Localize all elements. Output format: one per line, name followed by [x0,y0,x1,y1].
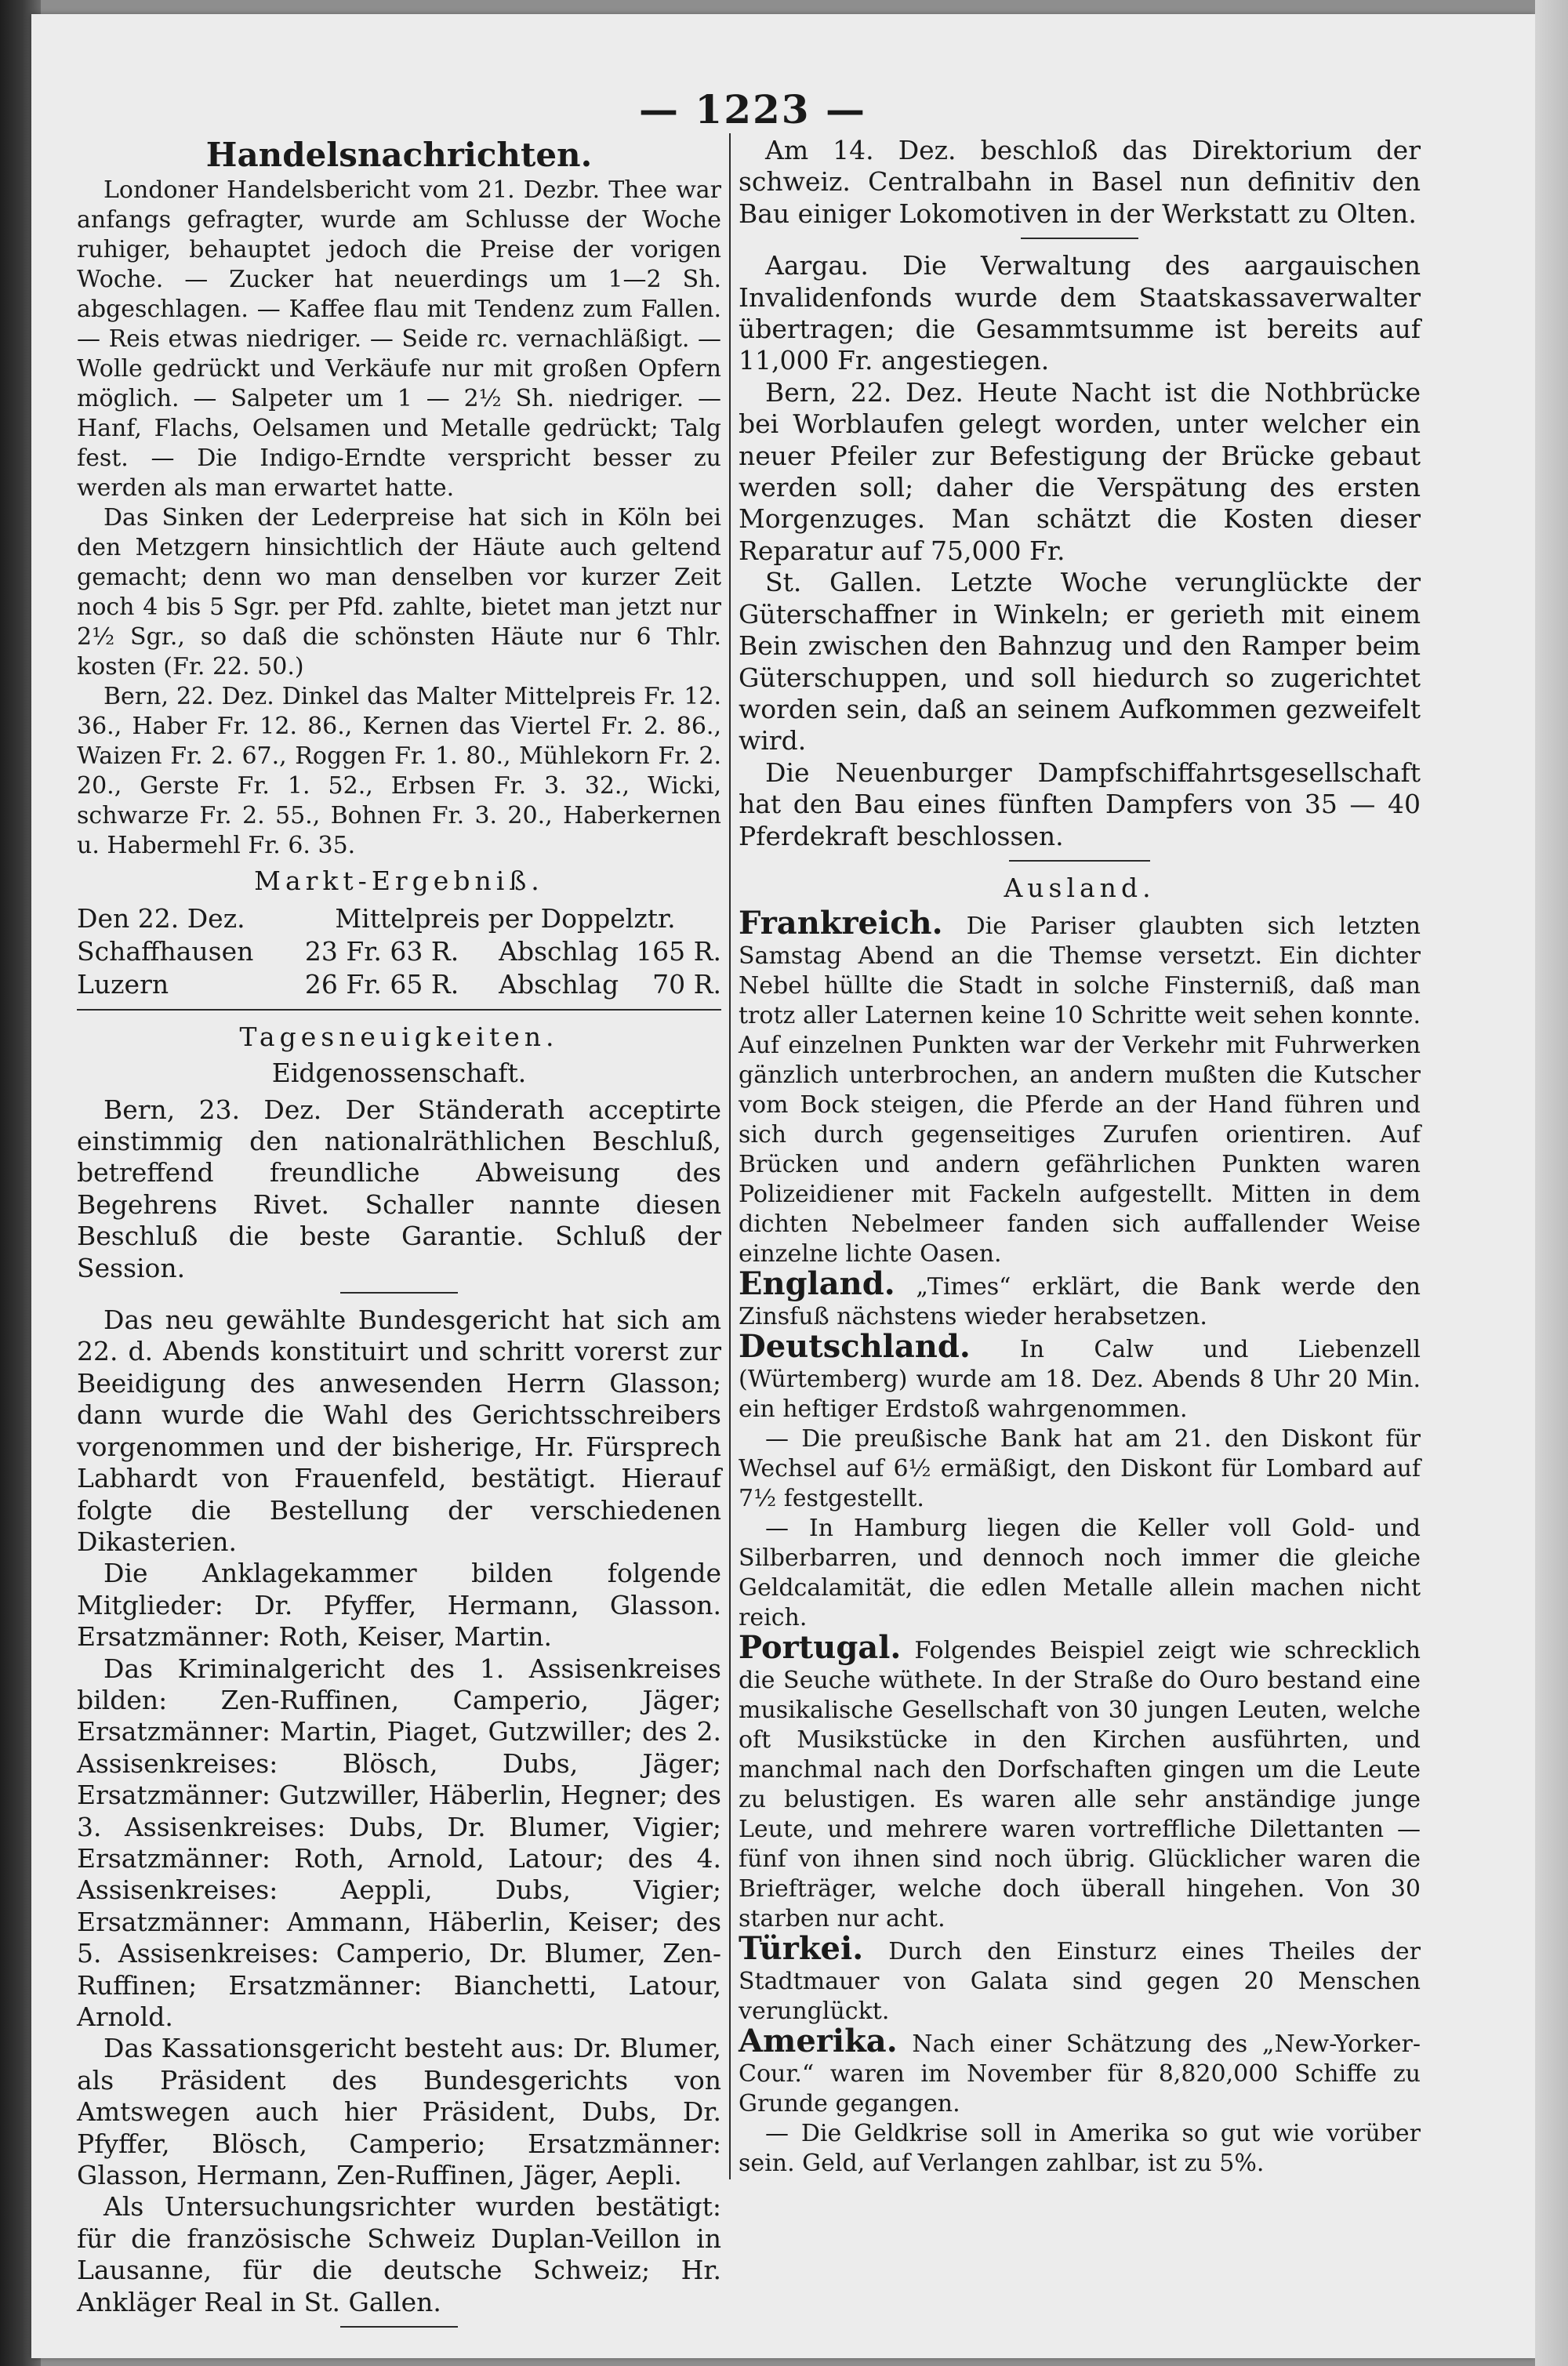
cantonal-paragraph: Die Neuenburger Dampfschiffahrtsgesellschaft hat den Bau eines fünften Dampfers von 35 — 40 Pferdekraft beschlossen. [739,757,1421,851]
market-place: Schaffhausen [77,935,254,967]
page-right-edge [1535,0,1568,2366]
deutschland-extra: — In Hamburg liegen die Keller voll Gold- und Silberbarren, und dennoch noch immer die gleiche Geldcalamität, die edlen Metalle allein machen nicht reich. [739,1515,1421,1632]
country-name: Deutschland. [739,1328,971,1366]
section-rule [1021,238,1138,239]
market-place: Luzern [77,968,169,1000]
left-column [77,135,721,2339]
handels-paragraph: Das Sinken der Lederpreise hat sich in Köln bei den Metzgern hinsichtlich der Häute auch geltend gemacht; denn wo man denselben vor kurzer Zeit noch 4 bis 5 Sgr. per Pfd. zahlte, bietet man jetzt nur 2½ Sgr., so daß die schönsten Häute nur 6 Thlr. kosten (Fr. 22. 50.) [77,504,721,681]
section-rule [340,1292,458,1294]
eidg-paragraph: Das Kriminalgericht des 1. Assisenkreises bilden: Zen-Ruffinen, Camperio, Jäger; Ersatzmänner: Martin, Piaget, Gutzwiller; des 2. Assisenkreises: Blösch, Dubs, Jäger; Ersatzmänner: Gutzwiller, Häberlin, Hegner; des 3. Assisenkreises: Dubs, Dr. Blumer, Vigier; Ersatzmänner: Roth, Arnold, Latour; des 4. Assisenkreises: Aeppli, Dubs, Vigier; Ersatzmänner: Ammann, Häberlin, Keiser; des 5. Assisenkreises: Camperio, Dr. Blumer, Zen-Ruffinen; Ersatzmänner: Bianchetti, Latour, Arnold. [77,1653,721,2032]
deutschland-extra: — Die preußische Bank hat am 21. den Diskont für Wechsel auf 6½ ermäßigt, den Diskont für Lombard auf 7½ festgestellt. [739,1425,1421,1513]
market-header-row [77,902,721,935]
eidg-paragraph: Als Untersuchungsrichter wurden bestätigt: für die französische Schweiz Duplan-Veillon in Lausanne, für die deutsche Schweiz; Hr. Ankläger Real in St. Gallen. [77,2191,721,2317]
market-value: 165 R. [636,935,721,967]
right-column [739,135,1421,2179]
market-value: 70 R. [652,968,721,1000]
country-text: Nach einer Schätzung des „New-Yorker-Cour.“ waren im November für 8,820,000 Schiffe zu Grunde gegangen. [739,2030,1421,2118]
country-text: In Calw und Liebenzell (Würtemberg) wurde am 18. Dez. Abends 8 Uhr 20 Min. ein heftiger Erdstoß wahrgenommen. [739,1336,1421,1424]
tages-title: Tagesneuigkeiten. [239,1021,559,1052]
cantonal-paragraph: St. Gallen. Letzte Woche verunglückte der Güterschaffner in Winkeln; er gerieth mit einem Bein zwischen den Bahnzug und den Ramper beim Güterschuppen, und soll hiedurch so zugerichtet worden sein, daß an seinem Aufkommen gezweifelt wird. [739,567,1421,757]
country-entry [739,2023,1421,2119]
country-entry [739,1629,1421,1934]
market-rule [77,1009,721,1011]
country-name: England. [739,1265,895,1303]
country-name: Portugal. [739,1629,902,1667]
ausland-title: Ausland. [1004,872,1156,903]
country-entry [739,1930,1421,2027]
country-name: Frankreich. [739,905,943,942]
country-text: Die Pariser glaubten sich letzten Samstag Abend an die Themse versetzt. Ein dichter Nebel hüllte die Stadt in solche Finsterniß, daß man trotz aller Laternen keine 10 Schritte weit sehen konnte. Auf einzelnen Punkten war der Verkehr mit Fuhrwerken gänzlich unterbrochen, an andern mußten die Kutscher vom Bock steigen, die Pferde an der Hand führen und sich durch gegenseitiges Zurufen orientiren. Auf Brücken und andern gefährlichen Punkten waren Polizeidiener mit Fackeln aufgestellt. Mitten in dem dichten Nebelmeer fanden sich auffallender Weise einzelne lichte Oasen. [739,913,1421,1268]
section-rule [1009,860,1150,862]
market-price: 23 Fr. 63 R. [304,935,459,967]
end-rule [340,2326,458,2328]
cantonal-paragraph: Bern, 22. Dez. Heute Nacht ist die Nothbrücke bei Worblaufen gelegt worden, unter welcher ein neuer Pfeiler zur Befestigung der Brücke gebaut werden soll; daher die Verspätung des ersten Morgenzuges. Man schätzt die Kosten dieser Reparatur auf 75,000 Fr. [739,376,1421,566]
handels-title: Handelsnachrichten. [205,136,593,174]
eidg-paragraph: Das Kassationsgericht besteht aus: Dr. Blumer, als Präsident des Bundesgerichts von Amtswegen auch hier Präsident, Dubs, Dr. Pfyffer, Blösch, Camperio; Ersatzmänner: Glasson, Hermann, Zen-Ruffinen, Jäger, Aepli. [77,2033,721,2191]
country-name: Amerika. [739,2023,898,2060]
country-name: Türkei. [739,1930,864,1968]
cantonal-paragraph: Aargau. Die Verwaltung des aargauischen Invalidenfonds wurde dem Staatskassaverwalter übertragen; die Gesammtsumme ist bereits auf 11,000 Fr. angestiegen. [739,250,1421,376]
market-row [77,935,721,968]
market-date: Den 22. Dez. [77,902,245,934]
market-price: 26 Fr. 65 R. [304,968,459,1000]
closing-paragraph: — Die Geldkrise soll in Amerika so gut wie vorüber sein. Geld, auf Verlangen zahlbar, ist zu 5%. [739,2120,1421,2178]
handels-paragraph: Bern, 22. Dez. Dinkel das Malter Mittelpreis Fr. 12. 36., Haber Fr. 12. 86., Kernen das Viertel Fr. 2. 86., Waizen Fr. 2. 67., Roggen Fr. 1. 80., Mühlekorn Fr. 2. 20., Gerste Fr. 1. 52., Erbsen Fr. 3. 32., Wicki, schwarze Fr. 2. 55., Bohnen Fr. 3. 20., Haberkernen u. Habermehl Fr. 6. 35. [77,683,721,860]
eidg-paragraph: Die Anklagekammer bilden folgende Mitglieder: Dr. Pfyffer, Hermann, Glasson. Ersatzmänner: Roth, Keiser, Martin. [77,1558,721,1653]
country-text: Durch den Einsturz eines Theiles der Stadtmauer von Galata sind gegen 20 Menschen verunglückt. [739,1938,1421,2026]
eidg-paragraph: Bern, 23. Dez. Der Ständerath acceptirte einstimmig den nationalräthlichen Beschluß, betreffend freundliche Abweisung des Begehrens Rivet. Schaller nannte diesen Beschluß die beste Garantie. Schluß der Session. [77,1094,721,1283]
market-label: Abschlag [499,935,619,967]
market-subtitle: Mittelpreis per Doppelztr. [335,902,676,934]
eidg-title: Eidgenossenschaft. [271,1058,527,1089]
country-entry [739,905,1421,1269]
column-divider [729,133,731,2179]
eidg-paragraph: Das neu gewählte Bundesgericht hat sich am 22. d. Abends konstituirt und schritt vorerst zur Beeidigung des anwesenden Herrn Glasson; dann wurde die Wahl des Gerichtsschreibers vorgenommen und der bisherige, Hr. Fürsprech Labhardt von Frauenfeld, bestätigt. Hierauf folgte die Bestellung der verschiedenen Dikasterien. [77,1305,721,1557]
markt-title: Markt-Ergebniß. [254,865,544,897]
country-text: „Times“ erklärt, die Bank werde den Zinsfuß nächstens wieder herabsetzen. [739,1273,1421,1331]
market-row [77,968,721,1001]
market-label: Abschlag [499,968,619,1000]
page-number: — 1223 — [639,86,866,132]
country-entry [739,1265,1421,1332]
market-table [77,902,721,1001]
country-text: Folgendes Beispiel zeigt wie schrecklich die Seuche wüthete. In der Straße do Ouro bestand eine musikalische Gesellschaft von 30 jungen Leuten, welche oft Musikstücke in den Kirchen ausführten, und manchmal nach den Dorfschaften gingen um die Leute zu belustigen. Es waren alle sehr anständige junge Leute, und mehrere waren vortreffliche Dilettanten — fünf von ihnen sind noch übrig. Glücklicher waren die Briefträger, welche doch überall hingehen. Von 30 starben nur acht. [739,1637,1421,1933]
handels-paragraph: Londoner Handelsbericht vom 21. Dezbr. Thee war anfangs gefragter, wurde am Schlusse der Woche ruhiger, behauptet jedoch die Preise der vorigen Woche. — Zucker hat neuerdings um 1—2 Sh. abgeschlagen. — Kaffee flau mit Tendenz zum Fallen. — Reis etwas niedriger. — Seide rc. vernachläßigt. — Wolle gedrückt und Verkäufe nur mit großen Opfern möglich. — Salpeter um 1 — 2½ Sh. niedriger. — Hanf, Flachs, Oelsamen und Metalle gedrückt; Talg fest. — Die Indigo-Erndte verspricht besser zu werden als man erwartet hatte. [77,176,721,503]
country-entry [739,1328,1421,1424]
intro-paragraph: Am 14. Dez. beschloß das Direktorium der schweiz. Centralbahn in Basel nun definitiv den Bau einiger Lokomotiven in der Werkstatt zu Olten. [739,135,1421,229]
